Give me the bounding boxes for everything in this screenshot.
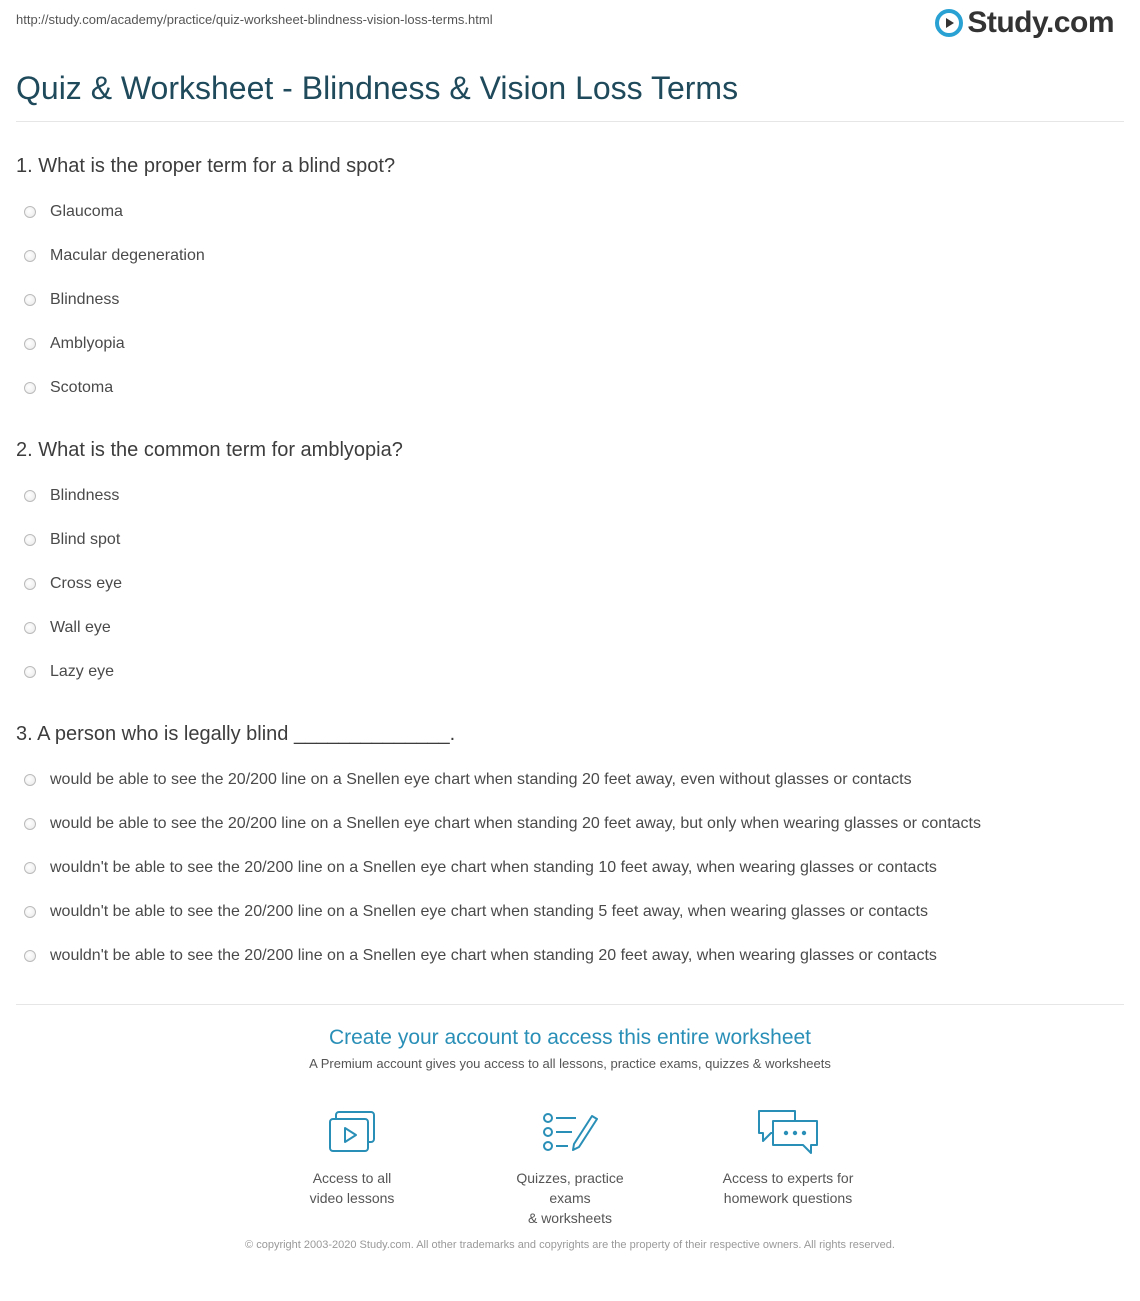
radio-button[interactable] bbox=[24, 906, 36, 918]
page-title: Quiz & Worksheet - Blindness & Vision Loss Terms bbox=[16, 70, 739, 106]
option-label: Wall eye bbox=[50, 619, 111, 636]
feature-label: Quizzes, practice exams & worksheets bbox=[516, 1170, 624, 1226]
question-text: 3. A person who is legally blind ______________. bbox=[16, 723, 456, 745]
option-label: wouldn't be able to see the 20/200 line on a Snellen eye chart when standing 20 feet away, when wearing glasses or contacts bbox=[50, 947, 937, 964]
question-text: 2. What is the common term for amblyopia? bbox=[16, 439, 403, 461]
radio-button[interactable] bbox=[24, 818, 36, 830]
quiz-checklist-icon bbox=[542, 1110, 598, 1154]
option-label: Blindness bbox=[50, 291, 120, 308]
option-label: Blindness bbox=[50, 487, 120, 504]
answer-option[interactable] bbox=[16, 190, 1116, 234]
answer-option[interactable] bbox=[16, 890, 1116, 934]
answer-option[interactable] bbox=[16, 562, 1116, 606]
answer-option[interactable] bbox=[16, 234, 1116, 278]
option-label: wouldn't be able to see the 20/200 line on a Snellen eye chart when standing 10 feet away, when wearing glasses or contacts bbox=[50, 859, 937, 876]
cta-section bbox=[0, 1026, 1140, 1071]
feature-video-lessons bbox=[279, 1108, 425, 1228]
option-label: Cross eye bbox=[50, 575, 123, 592]
logo-text: Study.com bbox=[967, 6, 1114, 39]
feature-experts bbox=[715, 1108, 861, 1228]
option-label: Lazy eye bbox=[50, 663, 115, 680]
radio-button[interactable] bbox=[24, 250, 36, 262]
question-2 bbox=[16, 439, 1116, 694]
radio-button[interactable] bbox=[24, 622, 36, 634]
option-label: Amblyopia bbox=[50, 335, 125, 352]
video-lessons-icon bbox=[326, 1110, 378, 1154]
answer-option[interactable] bbox=[16, 474, 1116, 518]
option-label: would be able to see the 20/200 line on a Snellen eye chart when standing 20 feet away, but only when wearing glasses or contacts bbox=[50, 815, 981, 832]
option-label: wouldn't be able to see the 20/200 line on a Snellen eye chart when standing 5 feet away, when wearing glasses or contacts bbox=[50, 903, 928, 920]
feature-quizzes bbox=[497, 1108, 643, 1228]
title-divider bbox=[16, 121, 1124, 122]
question-3 bbox=[16, 723, 1116, 978]
option-label: Blind spot bbox=[50, 531, 121, 548]
answer-option[interactable] bbox=[16, 758, 1116, 802]
answer-option[interactable] bbox=[16, 650, 1116, 694]
answer-option[interactable] bbox=[16, 322, 1116, 366]
feature-list bbox=[0, 1108, 1140, 1228]
radio-button[interactable] bbox=[24, 862, 36, 874]
answer-option[interactable] bbox=[16, 518, 1116, 562]
radio-button[interactable] bbox=[24, 774, 36, 786]
radio-button[interactable] bbox=[24, 294, 36, 306]
study-com-logo[interactable] bbox=[935, 6, 1114, 40]
radio-button[interactable] bbox=[24, 490, 36, 502]
answer-option[interactable] bbox=[16, 606, 1116, 650]
cta-title-link[interactable]: Create your account to access this entire worksheet bbox=[328, 1026, 812, 1049]
question-1 bbox=[16, 155, 1116, 410]
radio-button[interactable] bbox=[24, 382, 36, 394]
answer-option[interactable] bbox=[16, 934, 1116, 978]
play-circle-icon bbox=[935, 9, 963, 37]
answer-option[interactable] bbox=[16, 366, 1116, 410]
feature-label: Access to all video lessons bbox=[309, 1170, 395, 1206]
radio-button[interactable] bbox=[24, 578, 36, 590]
copyright-notice: © copyright 2003-2020 Study.com. All other trademarks and copyrights are the property of their respective owners. All rights reserved. bbox=[245, 1239, 895, 1251]
radio-button[interactable] bbox=[24, 206, 36, 218]
radio-button[interactable] bbox=[24, 534, 36, 546]
chat-bubbles-icon bbox=[755, 1107, 821, 1157]
option-label: would be able to see the 20/200 line on a Snellen eye chart when standing 20 feet away, even without glasses or contacts bbox=[50, 771, 912, 788]
cta-divider bbox=[16, 1004, 1124, 1005]
option-label: Glaucoma bbox=[50, 203, 123, 220]
option-label: Scotoma bbox=[50, 379, 114, 396]
option-label: Macular degeneration bbox=[50, 247, 205, 264]
radio-button[interactable] bbox=[24, 950, 36, 962]
answer-option[interactable] bbox=[16, 802, 1116, 846]
cta-subtitle: A Premium account gives you access to all lessons, practice exams, quizzes & worksheets bbox=[309, 1056, 831, 1071]
radio-button[interactable] bbox=[24, 338, 36, 350]
feature-label: Access to experts for homework questions bbox=[722, 1170, 854, 1206]
answer-option[interactable] bbox=[16, 278, 1116, 322]
radio-button[interactable] bbox=[24, 666, 36, 678]
question-text: 1. What is the proper term for a blind spot? bbox=[16, 155, 396, 177]
answer-option[interactable] bbox=[16, 846, 1116, 890]
page-url: http://study.com/academy/practice/quiz-worksheet-blindness-vision-loss-terms.html bbox=[16, 12, 493, 27]
